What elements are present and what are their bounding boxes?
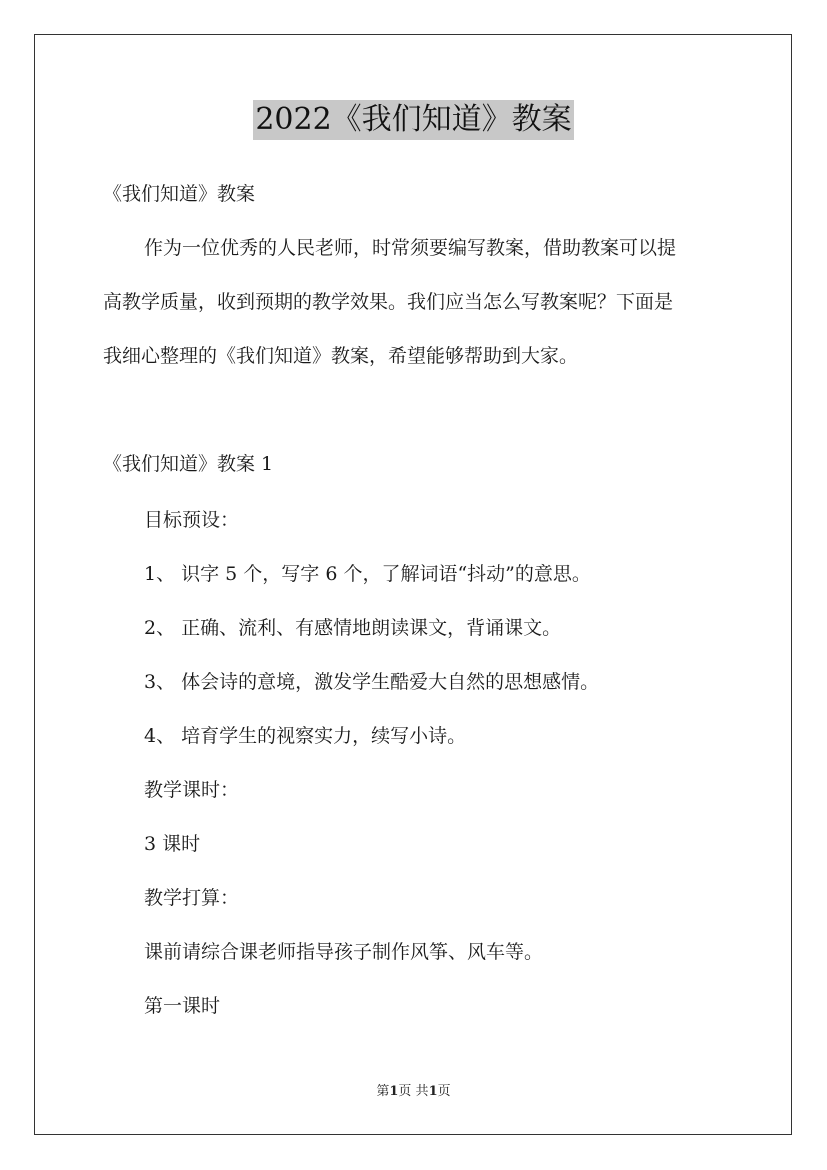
page-footer — [0, 1084, 827, 1100]
section-heading: 《我们知道》教案 1 — [103, 453, 274, 475]
goal-item-3: 3、 体会诗的意境，激发学生酷爱大自然的思想感情。 — [144, 671, 600, 693]
goal-item-2: 2、 正确、流利、有感情地朗读课文，背诵课文。 — [144, 617, 562, 639]
intro-line-3: 我细心整理的《我们知道》教案，希望能够帮助到大家。 — [103, 345, 579, 367]
footer-page-total: 1 — [428, 1084, 438, 1099]
footer-page-suffix: 页 — [437, 1084, 451, 1099]
intro-line-2: 高教学质量，收到预期的教学效果。我们应当怎么写教案呢？下面是 — [103, 291, 674, 313]
goal-item-1: 1、 识字 5 个，写字 6 个，了解词语“抖动”的意思。 — [144, 563, 591, 585]
goals-label: 目标预设： — [144, 509, 240, 531]
document-title: 2022《我们知道》教案 — [253, 100, 573, 140]
footer-page-current: 1 — [389, 1084, 399, 1099]
plan-label: 教学打算： — [144, 887, 240, 909]
footer-page-prefix: 第 — [376, 1084, 390, 1099]
document-subtitle: 《我们知道》教案 — [103, 183, 256, 205]
title-container — [0, 100, 827, 140]
footer-page-mid: 页 共 — [398, 1084, 429, 1099]
hours-label: 教学课时： — [144, 779, 240, 801]
goal-item-4: 4、 培育学生的视察实力，续写小诗。 — [144, 725, 467, 747]
intro-line-1: 作为一位优秀的人民老师，时常须要编写教案，借助教案可以提 — [144, 237, 677, 259]
lesson-label: 第一课时 — [144, 995, 221, 1017]
plan-value: 课前请综合课老师指导孩子制作风筝、风车等。 — [144, 941, 544, 963]
hours-value: 3 课时 — [144, 833, 201, 855]
